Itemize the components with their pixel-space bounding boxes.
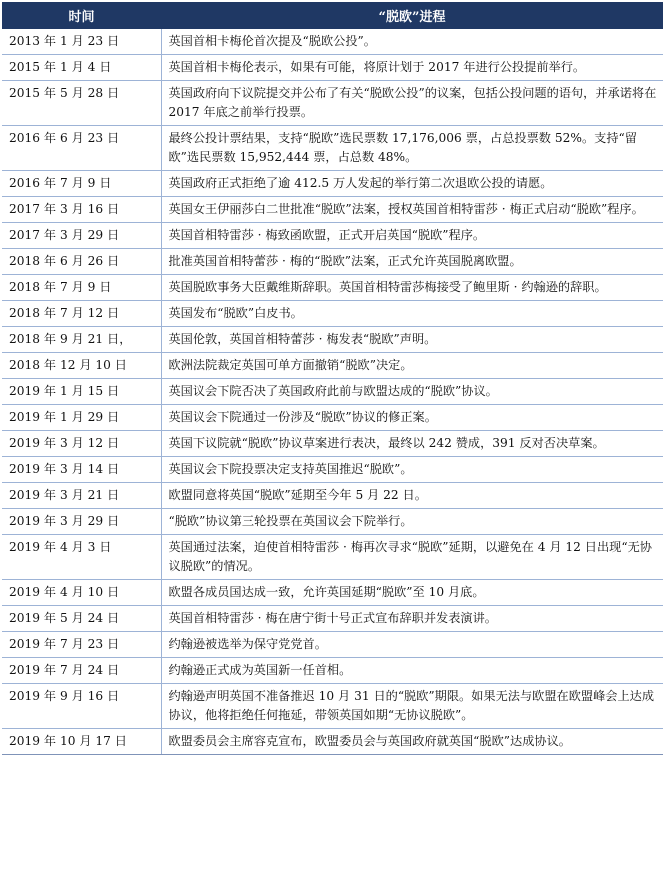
row-date: 2013 年 1 月 23 日 xyxy=(2,29,161,55)
row-event: 批准英国首相特蕾莎 · 梅的“脱欧”法案，正式允许英国脱离欧盟。 xyxy=(161,249,663,275)
row-event: 最终公投计票结果，支持“脱欧”选民票数 17,176,006 票，占总投票数 52%。支持“留欧”选民票数 15,952,444 票，占总数 48%。 xyxy=(161,126,663,171)
table-row xyxy=(2,483,663,509)
row-date: 2018 年 12 月 10 日 xyxy=(2,353,161,379)
table-row xyxy=(2,171,663,197)
table-row xyxy=(2,509,663,535)
row-event: 欧洲法院裁定英国可单方面撤销“脱欧”决定。 xyxy=(161,353,663,379)
table-header-row xyxy=(2,2,663,29)
table-row xyxy=(2,81,663,126)
table-row xyxy=(2,684,663,729)
row-date: 2015 年 5 月 28 日 xyxy=(2,81,161,126)
row-date: 2018 年 6 月 26 日 xyxy=(2,249,161,275)
table-row xyxy=(2,405,663,431)
table-row xyxy=(2,632,663,658)
table-row xyxy=(2,729,663,755)
table-row xyxy=(2,379,663,405)
row-date: 2019 年 3 月 14 日 xyxy=(2,457,161,483)
table-row xyxy=(2,535,663,580)
table-row xyxy=(2,301,663,327)
row-event: 英国首相卡梅伦首次提及“脱欧公投”。 xyxy=(161,29,663,55)
row-event: “脱欧”协议第三轮投票在英国议会下院举行。 xyxy=(161,509,663,535)
row-date: 2019 年 5 月 24 日 xyxy=(2,606,161,632)
row-event: 英国脱欧事务大臣戴维斯辞职。英国首相特雷莎梅接受了鲍里斯 · 约翰逊的辞职。 xyxy=(161,275,663,301)
table-row xyxy=(2,249,663,275)
row-date: 2019 年 4 月 10 日 xyxy=(2,580,161,606)
table-row xyxy=(2,126,663,171)
row-date: 2019 年 3 月 21 日 xyxy=(2,483,161,509)
row-event: 约翰逊被选举为保守党党首。 xyxy=(161,632,663,658)
table-row xyxy=(2,658,663,684)
row-date: 2019 年 3 月 12 日 xyxy=(2,431,161,457)
table-row xyxy=(2,29,663,55)
row-event: 英国下议院就“脱欧”协议草案进行表决，最终以 242 赞成，391 反对否决草案。 xyxy=(161,431,663,457)
row-date: 2017 年 3 月 29 日 xyxy=(2,223,161,249)
row-date: 2019 年 9 月 16 日 xyxy=(2,684,161,729)
row-date: 2019 年 3 月 29 日 xyxy=(2,509,161,535)
table-row xyxy=(2,580,663,606)
table-body xyxy=(2,29,663,755)
table-row xyxy=(2,457,663,483)
row-date: 2018 年 7 月 12 日 xyxy=(2,301,161,327)
row-event: 约翰逊声明英国不准备推迟 10 月 31 日的“脱欧”期限。如果无法与欧盟在欧盟峰会上达成协议，他将拒绝任何拖延，带领英国如期“无协议脱欧”。 xyxy=(161,684,663,729)
table-row xyxy=(2,431,663,457)
row-event: 欧盟各成员国达成一致，允许英国延期“脱欧”至 10 月底。 xyxy=(161,580,663,606)
table-row xyxy=(2,353,663,379)
row-date: 2019 年 1 月 29 日 xyxy=(2,405,161,431)
row-event: 英国伦敦，英国首相特蕾莎 · 梅发表“脱欧”声明。 xyxy=(161,327,663,353)
header-time: 时间 xyxy=(2,2,161,29)
table-row xyxy=(2,275,663,301)
row-event: 约翰逊正式成为英国新一任首相。 xyxy=(161,658,663,684)
row-date: 2019 年 1 月 15 日 xyxy=(2,379,161,405)
table-row xyxy=(2,223,663,249)
row-event: 英国议会下院通过一份涉及“脱欧”协议的修正案。 xyxy=(161,405,663,431)
row-date: 2015 年 1 月 4 日 xyxy=(2,55,161,81)
row-date: 2017 年 3 月 16 日 xyxy=(2,197,161,223)
row-event: 英国首相特雷莎 · 梅致函欧盟，正式开启英国“脱欧”程序。 xyxy=(161,223,663,249)
row-event: 英国政府向下议院提交并公布了有关“脱欧公投”的议案，包括公投问题的语句，并承诺将在 2017 年底之前举行投票。 xyxy=(161,81,663,126)
table-row xyxy=(2,327,663,353)
row-date: 2019 年 10 月 17 日 xyxy=(2,729,161,755)
row-event: 欧盟委员会主席容克宣布，欧盟委员会与英国政府就英国“脱欧”达成协议。 xyxy=(161,729,663,755)
row-event: 英国发布“脱欧”白皮书。 xyxy=(161,301,663,327)
row-event: 英国议会下院投票决定支持英国推迟“脱欧”。 xyxy=(161,457,663,483)
table-row xyxy=(2,197,663,223)
row-event: 欧盟同意将英国“脱欧”延期至今年 5 月 22 日。 xyxy=(161,483,663,509)
header-event: “脱欧”进程 xyxy=(161,2,663,29)
table-row xyxy=(2,606,663,632)
row-event: 英国通过法案，迫使首相特雷莎 · 梅再次寻求“脱欧”延期，以避免在 4 月 12 日出现“无协议脱欧”的情况。 xyxy=(161,535,663,580)
table-row xyxy=(2,55,663,81)
row-event: 英国议会下院否决了英国政府此前与欧盟达成的“脱欧”协议。 xyxy=(161,379,663,405)
row-event: 英国政府正式拒绝了逾 412.5 万人发起的举行第二次退欧公投的请愿。 xyxy=(161,171,663,197)
row-date: 2019 年 7 月 24 日 xyxy=(2,658,161,684)
row-event: 英国女王伊丽莎白二世批准“脱欧”法案，授权英国首相特雷莎 · 梅正式启动“脱欧”程序。 xyxy=(161,197,663,223)
brexit-timeline-table xyxy=(2,2,663,755)
row-date: 2019 年 4 月 3 日 xyxy=(2,535,161,580)
row-event: 英国首相卡梅伦表示，如果有可能，将原计划于 2017 年进行公投提前举行。 xyxy=(161,55,663,81)
row-date: 2016 年 7 月 9 日 xyxy=(2,171,161,197)
row-date: 2019 年 7 月 23 日 xyxy=(2,632,161,658)
row-event: 英国首相特雷莎 · 梅在唐宁街十号正式宣布辞职并发表演讲。 xyxy=(161,606,663,632)
row-date: 2018 年 7 月 9 日 xyxy=(2,275,161,301)
row-date: 2016 年 6 月 23 日 xyxy=(2,126,161,171)
row-date: 2018 年 9 月 21 日， xyxy=(2,327,161,353)
